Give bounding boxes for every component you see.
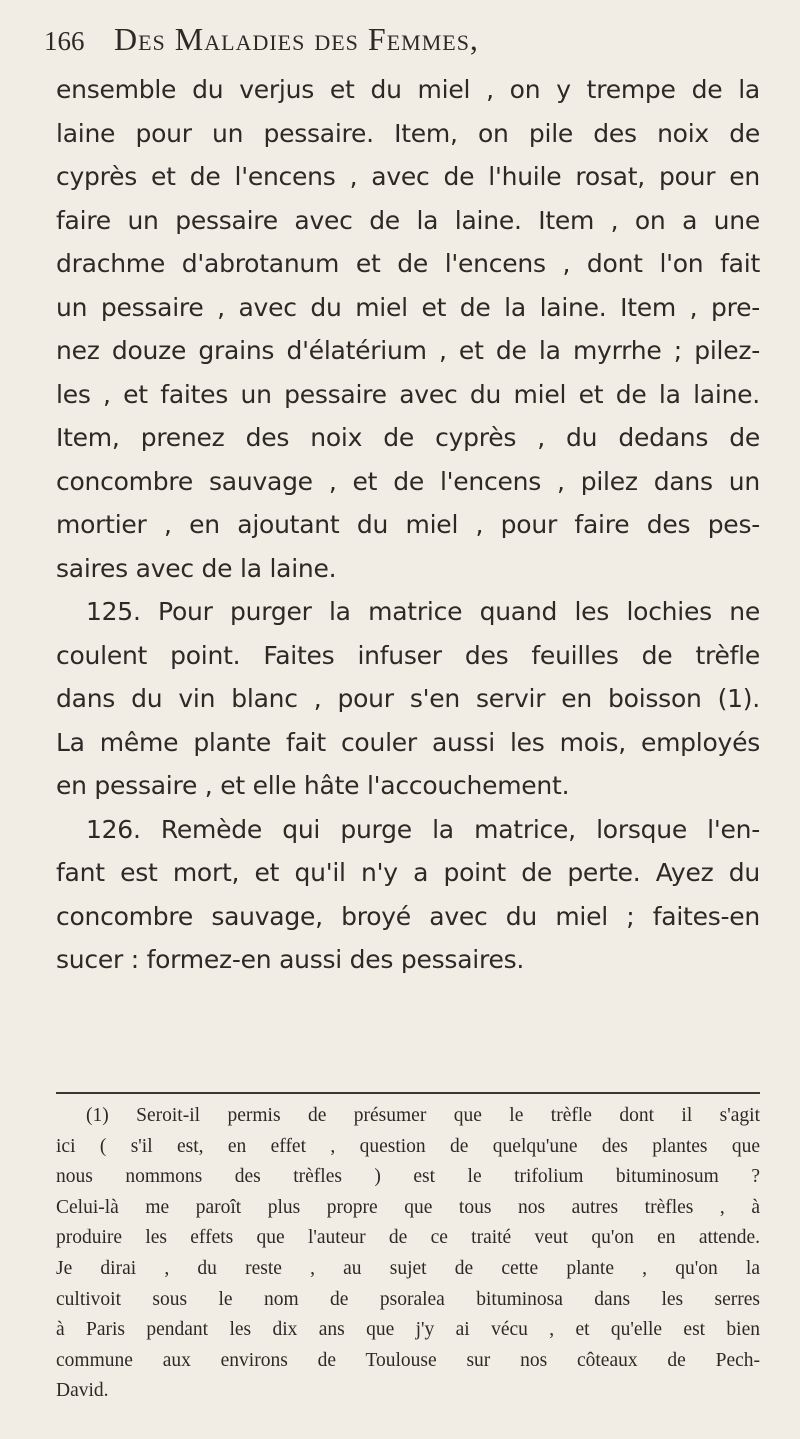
text-line: en pessaire , et elle hâte l'accouchement. <box>56 771 570 800</box>
text-line: concombre sauvage, broyé avec du miel ; faites-en <box>56 901 760 931</box>
footnote-line: ici ( s'il est, en effet , question de quelqu'une des plantes que <box>56 1135 760 1157</box>
footnote-separator <box>56 1092 760 1094</box>
footnote <box>56 1101 760 1407</box>
text-line: laine pour un pessaire. Item, on pile des noix de <box>56 118 760 148</box>
text-line: sucer : formez-en aussi des pessaires. <box>56 945 525 974</box>
text-line: les , et faites un pessaire avec du miel et de la laine. <box>56 379 760 409</box>
text-line: drachme d'abrotanum et de l'encens , dont l'on fait <box>56 249 760 278</box>
text-line: dans du vin blanc , pour s'en servir en boisson (1). <box>56 684 760 713</box>
main-text <box>56 68 760 982</box>
running-header <box>44 14 764 64</box>
text-line: fant est mort, et qu'il n'y a point de perte. Ayez du <box>56 858 760 887</box>
text-line: concombre sauvage , et de l'encens , pilez dans un <box>56 466 760 496</box>
footnote-line: cultivoit sous le nom de psoralea bituminosa dans les serres <box>56 1288 760 1310</box>
text-line: ensemble du verjus et du miel , on y trempe de la <box>56 75 760 104</box>
text-line: nez douze grains d'élatérium , et de la myrrhe ; pilez- <box>56 336 760 365</box>
footnote-line: Je dirai , du reste , au sujet de cette plante , qu'on la <box>56 1257 760 1279</box>
text-line: faire un pessaire avec de la laine. Item , on a une <box>56 205 760 235</box>
text-line: coulent point. Faites infuser des feuilles de trèfle <box>56 640 760 670</box>
text-line: La même plante fait couler aussi les mois, employés <box>56 727 760 757</box>
footnote-line: commune aux environs de Toulouse sur nos côteaux de Pech- <box>56 1349 760 1371</box>
running-title: Des Maladies des Femmes, <box>114 21 479 57</box>
footnote-line: produire les effets que l'auteur de ce traité veut qu'on en attende. <box>56 1227 760 1249</box>
footnote-line: (1) Seroit-il permis de présumer que le trèfle dont il s'agit <box>86 1105 760 1126</box>
footnote-line: nous nommons des trèfles ) est le trifolium bituminosum ? <box>56 1166 760 1188</box>
page-number: 166 <box>44 26 85 56</box>
text-line: mortier , en ajoutant du miel , pour faire des pes- <box>56 510 760 539</box>
text-line: cyprès et de l'encens , avec de l'huile rosat, pour en <box>56 162 760 191</box>
text-line: saires avec de la laine. <box>56 553 337 583</box>
footnote-line: Celui-là me paroît plus propre que tous nos autres trèfles , à <box>56 1196 760 1218</box>
text-line: un pessaire , avec du miel et de la laine. Item , pre- <box>56 292 760 322</box>
footnote-line: à Paris pendant les dix ans que j'y ai vécu , et qu'elle est bien <box>56 1319 760 1341</box>
paragraph-125-start: 125. Pour purger la matrice quand les lochies ne <box>86 597 760 626</box>
footnote-line: David. <box>56 1380 109 1402</box>
paragraph-126-start: 126. Remède qui purge la matrice, lorsque l'en- <box>86 814 760 844</box>
text-line: Item, prenez des noix de cyprès , du dedans de <box>56 423 760 452</box>
